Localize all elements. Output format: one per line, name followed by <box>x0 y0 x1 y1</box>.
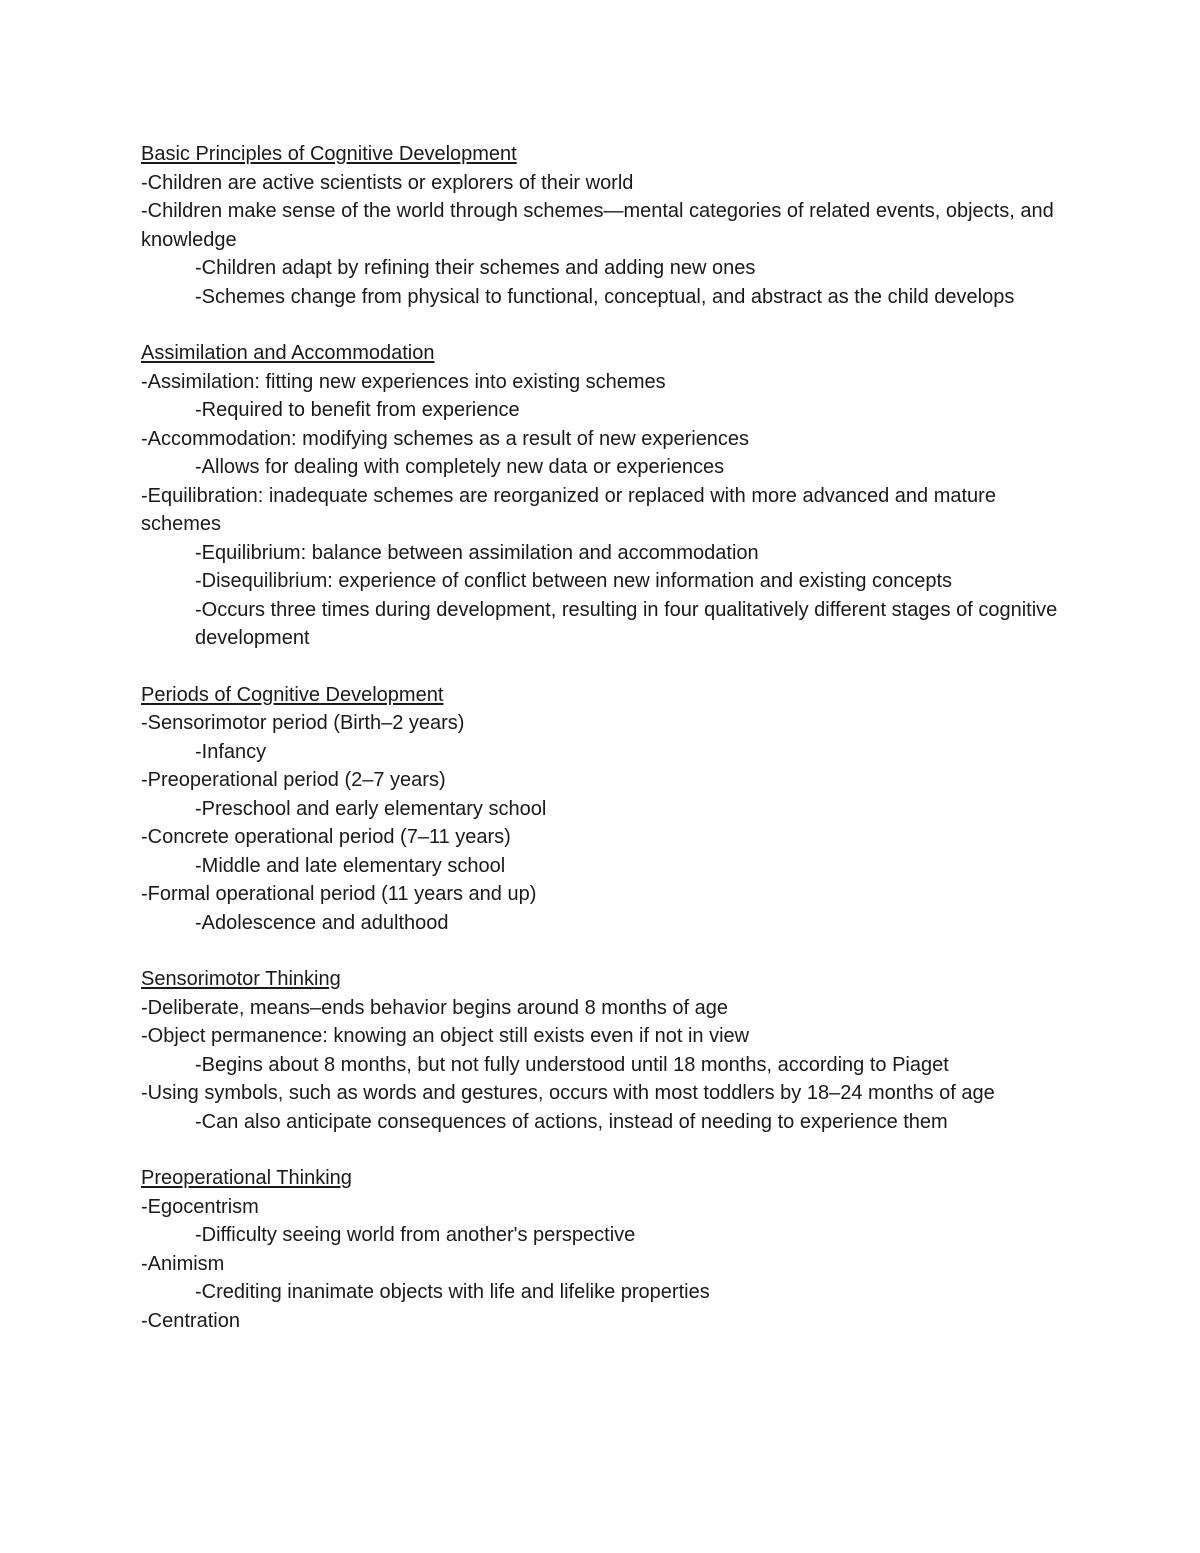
section-preoperational-thinking <box>141 1164 1061 1335</box>
bullet-line: -Equilibration: inadequate schemes are reorganized or replaced with more advanced and mature schemes <box>141 484 996 535</box>
section-heading: Assimilation and Accommodation <box>141 342 435 364</box>
document-page <box>141 140 1061 1363</box>
section-heading: Preoperational Thinking <box>141 1167 352 1189</box>
section-heading: Basic Principles of Cognitive Development <box>141 143 517 165</box>
sub-bullet-line: -Difficulty seeing world from another's perspective <box>195 1224 636 1246</box>
sub-bullet-line: -Required to benefit from experience <box>195 399 520 421</box>
sub-bullet-line: -Allows for dealing with completely new data or experiences <box>195 456 725 478</box>
sub-bullet-line: -Occurs three times during development, resulting in four qualitatively different stages of cognitive development <box>195 598 1058 649</box>
sub-bullet-line: -Adolescence and adulthood <box>195 911 449 934</box>
section-basic-principles <box>141 140 1061 311</box>
section-sensorimotor-thinking <box>141 965 1061 1136</box>
bullet-line: -Animism <box>141 1252 225 1275</box>
bullet-line: -Concrete operational period (7–11 years) <box>141 826 511 848</box>
bullet-line: -Assimilation: fitting new experiences into existing schemes <box>141 370 666 393</box>
section-assimilation-accommodation <box>141 339 1061 653</box>
section-heading: Sensorimotor Thinking <box>141 968 341 990</box>
sub-bullet-line: -Schemes change from physical to functional, conceptual, and abstract as the child develops <box>195 285 1015 308</box>
bullet-line: -Centration <box>141 1309 240 1332</box>
bullet-line: -Deliberate, means–ends behavior begins around 8 months of age <box>141 996 729 1019</box>
section-heading: Periods of Cognitive Development <box>141 683 444 706</box>
bullet-line: -Using symbols, such as words and gestures, occurs with most toddlers by 18–24 months of age <box>141 1082 995 1104</box>
sub-bullet-line: -Infancy <box>195 740 267 763</box>
sub-bullet-line: -Equilibrium: balance between assimilation and accommodation <box>195 541 759 564</box>
sub-bullet-line: -Children adapt by refining their schemes and adding new ones <box>195 257 756 279</box>
sub-bullet-line: -Can also anticipate consequences of actions, instead of needing to experience them <box>195 1110 948 1133</box>
sub-bullet-line: -Crediting inanimate objects with life and lifelike properties <box>195 1281 710 1303</box>
sub-bullet-line: -Disequilibrium: experience of conflict between new information and existing concepts <box>195 570 953 592</box>
sub-bullet-line: -Begins about 8 months, but not fully understood until 18 months, according to Piaget <box>195 1053 949 1076</box>
section-periods <box>141 681 1061 938</box>
bullet-line: -Sensorimotor period (Birth–2 years) <box>141 712 465 734</box>
bullet-line: -Egocentrism <box>141 1195 259 1218</box>
bullet-line: -Preoperational period (2–7 years) <box>141 769 446 791</box>
bullet-line: -Formal operational period (11 years and up) <box>141 883 537 905</box>
bullet-line: -Children make sense of the world through schemes—mental categories of related events, objects, and knowledge <box>141 200 1054 251</box>
bullet-line: -Accommodation: modifying schemes as a result of new experiences <box>141 427 750 450</box>
bullet-line: -Children are active scientists or explorers of their world <box>141 171 634 194</box>
sub-bullet-line: -Middle and late elementary school <box>195 854 506 877</box>
bullet-line: -Object permanence: knowing an object still exists even if not in view <box>141 1025 750 1047</box>
sub-bullet-line: -Preschool and early elementary school <box>195 797 547 820</box>
